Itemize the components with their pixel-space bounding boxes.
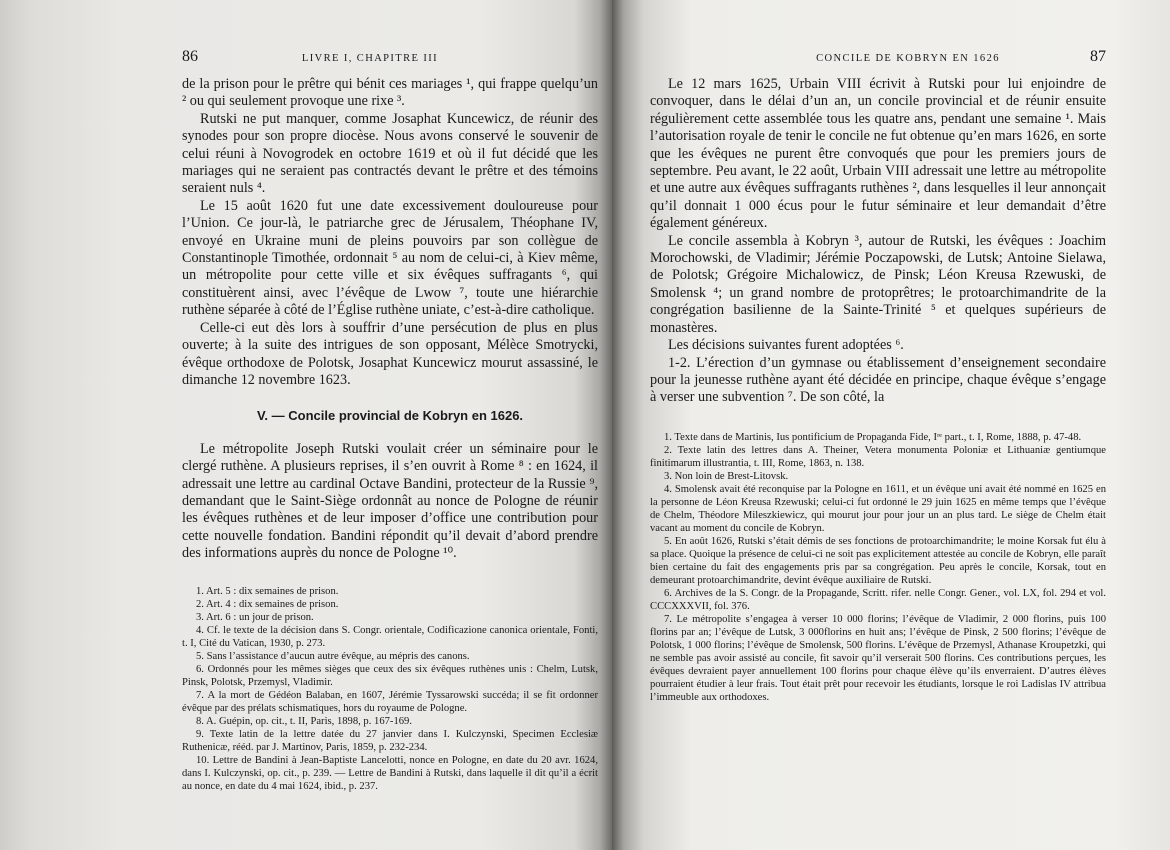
footnote: 9. Texte latin de la lettre datée du 27 janvier dans I. Kulczynski, Specimen Ecclesiæ Ruthenicæ, rééd. par J. Martinov, Paris, 1859, p. 232-234.	[182, 728, 598, 753]
footnote: 10. Lettre de Bandini à Jean-Baptiste Lancelotti, nonce en Pologne, en date du 20 avr. 1624, dans I. Kulczynski, op. cit., p. 239. — Lettre de Bandini à Rutski, dans laquelle il dit qu’il a écrit au nonce, en date du 4 mai 1624, ibid., p. 237.	[182, 754, 598, 792]
paragraph: Le 12 mars 1625, Urbain VIII écrivit à Rutski pour lui enjoindre de convoquer, dans le délai d’un an, un concile provincial et de réunir ensuite régulièrement cette assemblée tous les quatre ans, pendant une semaine ¹. Mais l’autorisation royale de tenir le concile ne fut obtenue qu’en mars 1626, en sorte que les évêques ne purent être convoqués que pour les premiers jours de septembre. Peu avant, le 22 août, Urbain VIII adressait une lettre au métropolite et une autre aux évêques suffragants ruthènes ², dans lesquelles il leur annonçait qu’il donnait 1 000 écus pour le futur séminaire et leur demandait d’être également généreux.	[650, 76, 1106, 232]
right-body-text	[650, 76, 1106, 407]
paragraph: 1-2. L’érection d’un gymnase ou établissement d’enseignement secondaire pour la jeunesse ruthène ayant été décidée en principe, chaque évêque s’engage à verser une subvention ⁷. De son côté, la	[650, 354, 1106, 406]
footnote: 3. Non loin de Brest-Litovsk.	[664, 470, 789, 482]
left-running-head	[182, 48, 598, 70]
paragraph: Le métropolite Joseph Rutski voulait créer un séminaire pour le clergé ruthène. A plusieurs reprises, il s’en ouvrit à Rome ⁸ : en 1624, il adressait une lettre au cardinal Octave Bandini, protecteur de la Russie ⁹, demandant que le Saint-Siège ordonnât au nonce de Pologne de réunir les évêques ruthènes et de leur imposer d’office une contribution pour cette nouvelle fondation. Bandini répondit qu’il devait d’abord prendre des informations auprès du nonce de Pologne ¹⁰.	[182, 440, 598, 562]
left-footnotes	[182, 585, 598, 793]
paragraph: Le concile assembla à Kobryn ³, autour de Rutski, les évêques : Joachim Morochowski, de Vladimir; Jérémie Poczapowski, de Lutsk; Antoine Sielawa, de Polotsk; Grégoire Michalowicz, de Pinsk; Léon Kreusa Rzewuski, de Smolensk ⁴; un grand nombre de protoprêtres; le protoarchimandrite de la congrégation basilienne de la Sainte-Trinité ⁵ et quelques supérieurs de monastères.	[650, 232, 1106, 336]
footnote: 2. Art. 4 : dix semaines de prison.	[196, 598, 339, 610]
paragraph: de la prison pour le prêtre qui bénit ces mariages ¹, qui frappe quelqu’un ² ou qui seulement provoque une rixe ³.	[182, 76, 598, 110]
running-title: CONCILE DE KOBRYN EN 1626	[816, 53, 1000, 64]
section-heading: V. — Concile provincial de Kobryn en 1626.	[256, 408, 524, 424]
footnote: 5. En août 1626, Rutski s’était démis de ses fonctions de protoarchimandrite; le moine Korsak fut élu à sa place. Quoique la présence de celui-ci ne soit pas explicitement attestée au concile de Kobryn, elle paraît bien certaine du fait des engagements pris par sa congrégation. Peu après le concile, Korsak, tout en demeurant protoarchimandrite, devint évêque auxiliaire de Rutski.	[650, 535, 1106, 586]
footnote: 7. Le métropolite s’engagea à verser 10 000 florins; l’évêque de Vladimir, 2 000 florins, puis 100 florins par an; l’évêque de Lutsk, 3 000florins en huit ans; l’évêque de Pinsk, 2 500 florins; l’évêque de Polotsk, 1 000 florins; l’évêque de Smolensk, 500 florins. L’évêque de Przemysl, Athanase Kroupetzki, qui ne semble pas avoir assisté au concile, fit savoir qu’il verserait 500 florins. Ces contributions perçues, les évêques devraient payer annuellement 100 florins pour chaque élève qu’ils enverraient. D’autres élèves pourraient étudier à leur frais. Tout était prêt pour recevoir les étudiants, lorsque le roi Ladislas IV attribua l’immeuble aux orthodoxes.	[650, 613, 1106, 703]
page-number: 86	[182, 48, 198, 65]
footnote: 8. A. Guépin, op. cit., t. II, Paris, 1898, p. 167-169.	[196, 715, 412, 727]
right-footnotes	[650, 431, 1106, 704]
footnote: 7. A la mort de Gédéon Balaban, en 1607, Jérémie Tyssarowski succéda; il se fit ordonner évêque par des prélats schismatiques, hors du royaume de Pologne.	[182, 689, 598, 714]
footnote: 2. Texte latin des lettres dans A. Theiner, Vetera monumenta Poloniæ et Lithuaniæ gentiumque finitimarum illustrantia, t. III, Rome, 1863, n. 138.	[650, 444, 1106, 469]
right-page	[612, 0, 1170, 850]
paragraph: Rutski ne put manquer, comme Josaphat Kuncewicz, de réunir des synodes pour son propre diocèse. Nous avons conservé le souvenir de celui réuni à Novogrodek en octobre 1619 et où il fut décidé que les mariages qui ne seraient pas contractés devant le prêtre et des témoins seraient nuls ⁴.	[182, 110, 598, 197]
footnote: 5. Sans l’assistance d’aucun autre évêque, au mépris des canons.	[196, 650, 470, 662]
footnote: 6. Archives de la S. Congr. de la Propagande, Scritt. rifer. nelle Congr. Gener., vol. LX, fol. 294 et vol. CCCXXXVII, fol. 376.	[650, 587, 1106, 612]
footnote: 1. Texte dans de Martinis, Ius pontificium de Propaganda Fide, Iʳᵉ part., t. I, Rome, 1888, p. 47-48.	[664, 431, 1082, 443]
right-running-head	[650, 48, 1106, 70]
footnote: 6. Ordonnés pour les mêmes sièges que ceux des six évêques ruthènes unis : Chelm, Lutsk, Pinsk, Polotsk, Przemysl, Vladimir.	[182, 663, 598, 688]
footnote: 1. Art. 5 : dix semaines de prison.	[196, 585, 339, 597]
paragraph: Celle-ci eut dès lors à souffrir d’une persécution de plus en plus ouverte; à la suite des intrigues de son opposant, Mélèce Smotrycki, évêque orthodoxe de Polotsk, Josaphat Kuncewicz mourut assassiné, le dimanche 12 novembre 1623.	[182, 319, 598, 388]
page-number: 87	[1090, 48, 1106, 65]
left-body-text	[182, 76, 598, 563]
footnote: 4. Cf. le texte de la décision dans S. Congr. orientale, Codificazione canonica orientale, Fonti, t. I, Cité du Vatican, 1930, p. 273.	[182, 624, 598, 649]
running-title: LIVRE I, CHAPITRE III	[301, 53, 439, 64]
footnote: 4. Smolensk avait été reconquise par la Pologne en 1611, et un évêque uni avait été nommé en 1625 en la personne de Léon Kreusa Rzewuski; celui-ci fut ordonné le 29 juin 1625 en même temps que l’évêque de Chelm, Théodore Mileszkiewicz, qui mourut jour pour jour un an plus tard. Le siège de Chelm était vacant au moment du concile de Kobryn.	[650, 483, 1106, 534]
paragraph: Le 15 août 1620 fut une date excessivement douloureuse pour l’Union. Ce jour-là, le patriarche grec de Jérusalem, Théophane IV, envoyé en Ukraine muni de pleins pouvoirs par son collègue de Constantinople Timothée, ordonnait ⁵ au nom de celui-ci, à Kiev même, un métropolite pour cette ville et six évêques suffragants ⁶, qui constituèrent ainsi, avec l’évêque de Lwow ⁷, toute une hiérarchie ruthène séparée à côté de l’Église ruthène uniate, c’est-à-dire catholique.	[182, 197, 598, 319]
footnote: 3. Art. 6 : un jour de prison.	[196, 611, 314, 623]
paragraph: Les décisions suivantes furent adoptées ⁶.	[668, 337, 904, 354]
